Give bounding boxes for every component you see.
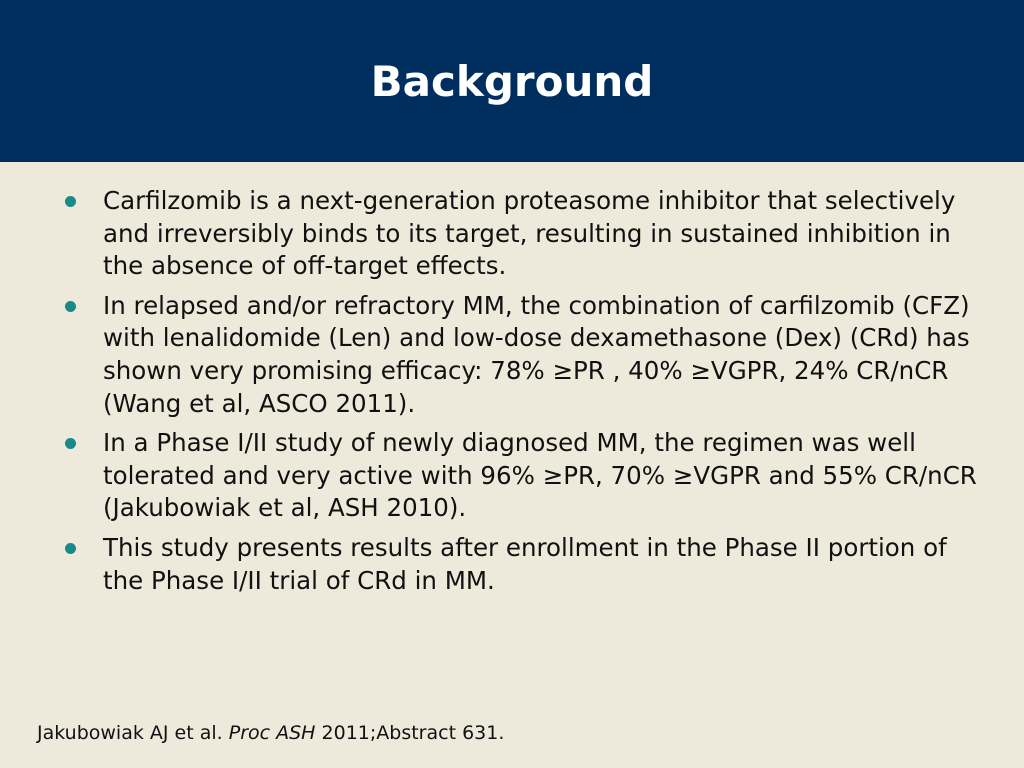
bullet-item (62, 290, 982, 420)
bullet-item (62, 427, 982, 525)
bullet-item (62, 185, 982, 283)
footnote-reference: 2011;Abstract 631. (321, 722, 505, 744)
bullet-dot-icon (65, 301, 76, 312)
bullet-text: Carfilzomib is a next-generation proteasome inhibitor that selectively and irreversibly binds to its target, resulting in sustained inhibition in the absence of off-target effects. (103, 186, 956, 281)
footnote-journal: Proc ASH (228, 722, 316, 744)
bullet-dot-icon (65, 196, 76, 207)
slide-title: Background (370, 57, 654, 106)
bullet-item (62, 532, 982, 597)
title-banner (0, 0, 1024, 162)
footnote-authors: Jakubowiak AJ et al. (37, 722, 223, 744)
bullet-list (62, 185, 982, 604)
bullet-text: In relapsed and/or refractory MM, the combination of carfilzomib (CFZ) with lenalidomide (Len) and low-dose dexamethasone (Dex) (CRd) has shown very promising efficacy: 78% ≥PR , 40% ≥VGPR, 24% CR/nCR (Wang et al, ASCO 2011). (103, 290, 970, 418)
bullet-text: In a Phase I/II study of newly diagnosed MM, the regimen was well tolerated and very active with 96% ≥PR, 70% ≥VGPR and 55% CR/nCR (Jakubowiak et al, ASH 2010). (103, 428, 977, 523)
bullet-text: This study presents results after enrollment in the Phase II portion of the Phase I/II trial of CRd in MM. (103, 532, 947, 595)
footnote-citation (37, 720, 504, 746)
bullet-dot-icon (65, 438, 76, 449)
bullet-dot-icon (65, 543, 76, 554)
